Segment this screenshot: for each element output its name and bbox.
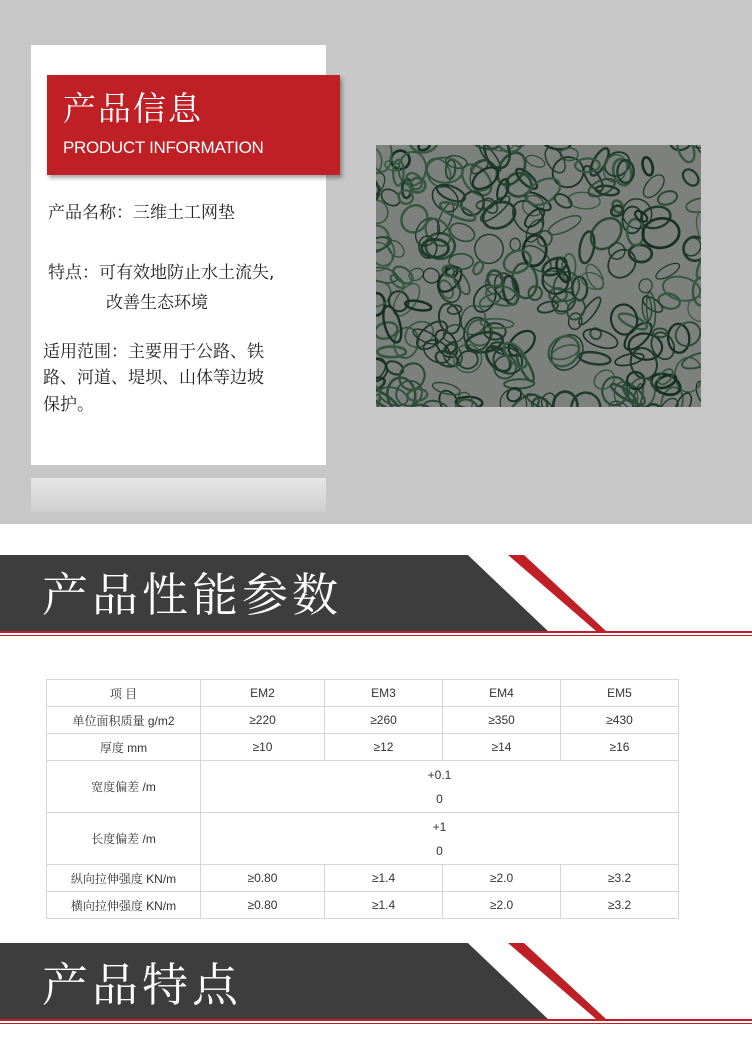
feature-text-line2: 改善生态环境 xyxy=(106,293,208,313)
product-info-subtitle: PRODUCT INFORMATION xyxy=(63,138,264,157)
table-cell: ≥0.80 xyxy=(201,892,325,919)
product-info-title-box xyxy=(47,75,340,175)
table-cell: ≥16 xyxy=(561,734,679,761)
spec-table xyxy=(46,679,679,919)
table-row xyxy=(47,707,679,734)
tolerance-lower: 0 xyxy=(436,791,443,806)
table-cell: ≥10 xyxy=(201,734,325,761)
table-cell: 宽度偏差 /m xyxy=(47,761,201,813)
performance-title: 产品性能参数 xyxy=(42,568,342,622)
table-cell: 单位面积质量 g/m2 xyxy=(47,707,201,734)
table-cell: ≥1.4 xyxy=(325,892,443,919)
table-cell: ≥14 xyxy=(443,734,561,761)
table-merged-cell xyxy=(201,813,679,865)
table-cell: ≥260 xyxy=(325,707,443,734)
table-cell: 长度偏差 /m xyxy=(47,813,201,865)
table-row xyxy=(47,813,679,865)
table-cell: ≥3.2 xyxy=(561,892,679,919)
table-cell: ≥1.4 xyxy=(325,865,443,892)
table-cell: ≥430 xyxy=(561,707,679,734)
table-cell: ≥2.0 xyxy=(443,892,561,919)
product-photo xyxy=(376,145,701,407)
table-row xyxy=(47,865,679,892)
feature-text-line1: 特点：可有效地防止水土流失, xyxy=(48,263,275,283)
product-info-section xyxy=(0,0,752,524)
performance-banner xyxy=(0,555,752,637)
table-header-cell: 项 目 xyxy=(47,680,201,707)
table-header-cell: EM4 xyxy=(443,680,561,707)
table-cell: ≥2.0 xyxy=(443,865,561,892)
table-cell: ≥0.80 xyxy=(201,865,325,892)
features-banner xyxy=(0,943,752,1025)
table-cell: ≥3.2 xyxy=(561,865,679,892)
features-title: 产品特点 xyxy=(42,958,242,1012)
table-cell: 横向拉伸强度 KN/m xyxy=(47,892,201,919)
table-header-cell: EM5 xyxy=(561,680,679,707)
scope-text-line1: 适用范围：主要用于公路、铁 xyxy=(43,342,264,362)
table-merged-cell xyxy=(201,761,679,813)
table-row xyxy=(47,761,679,813)
table-row xyxy=(47,892,679,919)
table-header-cell: EM2 xyxy=(201,680,325,707)
table-cell: 厚度 mm xyxy=(47,734,201,761)
table-header-row xyxy=(47,680,679,707)
product-name-text: 产品名称：三维土工网垫 xyxy=(48,203,235,223)
table-cell: ≥12 xyxy=(325,734,443,761)
tolerance-lower: 0 xyxy=(436,843,443,858)
table-row xyxy=(47,734,679,761)
table-cell: ≥220 xyxy=(201,707,325,734)
product-info-title: 产品信息 xyxy=(63,89,203,128)
table-header-cell: EM3 xyxy=(325,680,443,707)
scope-text-line3: 保护。 xyxy=(43,395,94,415)
tolerance-upper: +1 xyxy=(432,819,447,834)
mesh-image xyxy=(376,145,701,407)
card-shadow xyxy=(31,478,326,512)
scope-text-line2: 路、河道、堤坝、山体等边坡 xyxy=(43,368,264,388)
tolerance-upper: +0.1 xyxy=(427,767,452,782)
table-cell: ≥350 xyxy=(443,707,561,734)
table-cell: 纵向拉伸强度 KN/m xyxy=(47,865,201,892)
